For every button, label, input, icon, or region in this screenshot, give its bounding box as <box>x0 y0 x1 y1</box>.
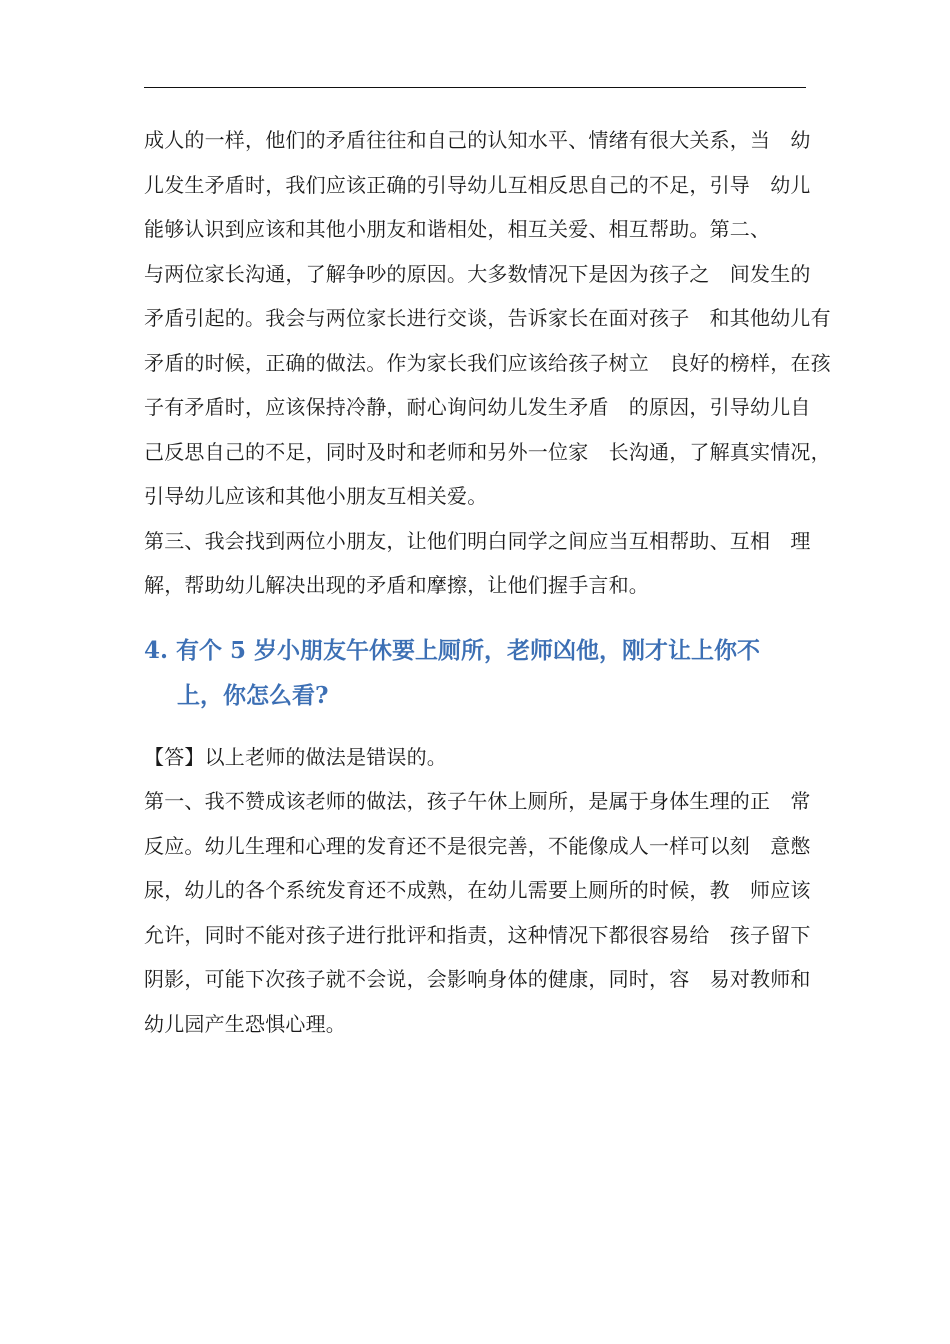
text-line: 矛盾引起的。我会与两位家长进行交谈，告诉家长在面对孩子 和其他幼儿有 <box>144 306 831 330</box>
answer-line: 【答】以上老师的做法是错误的。 <box>144 744 447 769</box>
text-line: 引导幼儿应该和其他小朋友互相关爱。 <box>144 484 488 508</box>
text-line: 反应。幼儿生理和心理的发育还不是很完善，不能像成人一样可以刻 意憋 <box>144 833 811 858</box>
text-line: 第一、我不赞成该老师的做法，孩子午休上厕所，是属于身体生理的正 常 <box>144 789 811 813</box>
text-line: 矛盾的时候，正确的做法。作为家长我们应该给孩子树立 良好的榜样，在孩 <box>144 350 831 375</box>
heading-line: 4. 有个 5 岁小朋友午休要上厕所，老师凶他，刚才让上你不 <box>144 636 761 664</box>
paragraph-third-point <box>144 519 814 608</box>
paragraph-answer <box>144 779 814 1046</box>
text-line: 幼儿园产生恐惧心理。 <box>144 1011 346 1036</box>
text-line: 尿，幼儿的各个系统发育还不成熟，在幼儿需要上厕所的时候，教 师应该 <box>144 878 811 902</box>
document-body <box>144 118 831 1046</box>
header-rule <box>144 87 806 88</box>
text-line: 与两位家长沟通，了解争吵的原因。大多数情况下是因为孩子之 间发生的 <box>144 261 811 286</box>
text-line: 阴影，可能下次孩子就不会说，会影响身体的健康，同时，容 易对教师和 <box>144 967 811 991</box>
text-line: 能够认识到应该和其他小朋友和谐相处，相互关爱、相互帮助。第二、 <box>144 217 771 241</box>
text-line: 解，帮助幼儿解决出现的矛盾和摩擦，让他们握手言和。 <box>144 573 649 597</box>
question-heading <box>144 628 814 718</box>
text-line: 允许，同时不能对孩子进行批评和指责，这种情况下都很容易给 孩子留下 <box>144 922 811 947</box>
heading-line: 上，你怎么看? <box>177 681 329 709</box>
text-line: 己反思自己的不足，同时及时和老师和另外一位家 长沟通，了解真实情况， <box>144 439 831 464</box>
text-line: 成人的一样，他们的矛盾往往和自己的认知水平、情绪有很大关系，当 幼 <box>144 128 811 152</box>
text-line: 儿发生矛盾时，我们应该正确的引导幼儿互相反思自己的不足，引导 幼儿 <box>144 172 811 197</box>
paragraph-continuation <box>144 118 831 519</box>
text-line: 子有矛盾时，应该保持冷静，耐心询问幼儿发生矛盾 的原因，引导幼儿自 <box>144 395 811 419</box>
text-line: 第三、我会找到两位小朋友，让他们明白同学之间应当互相帮助、互相 理 <box>144 528 811 553</box>
